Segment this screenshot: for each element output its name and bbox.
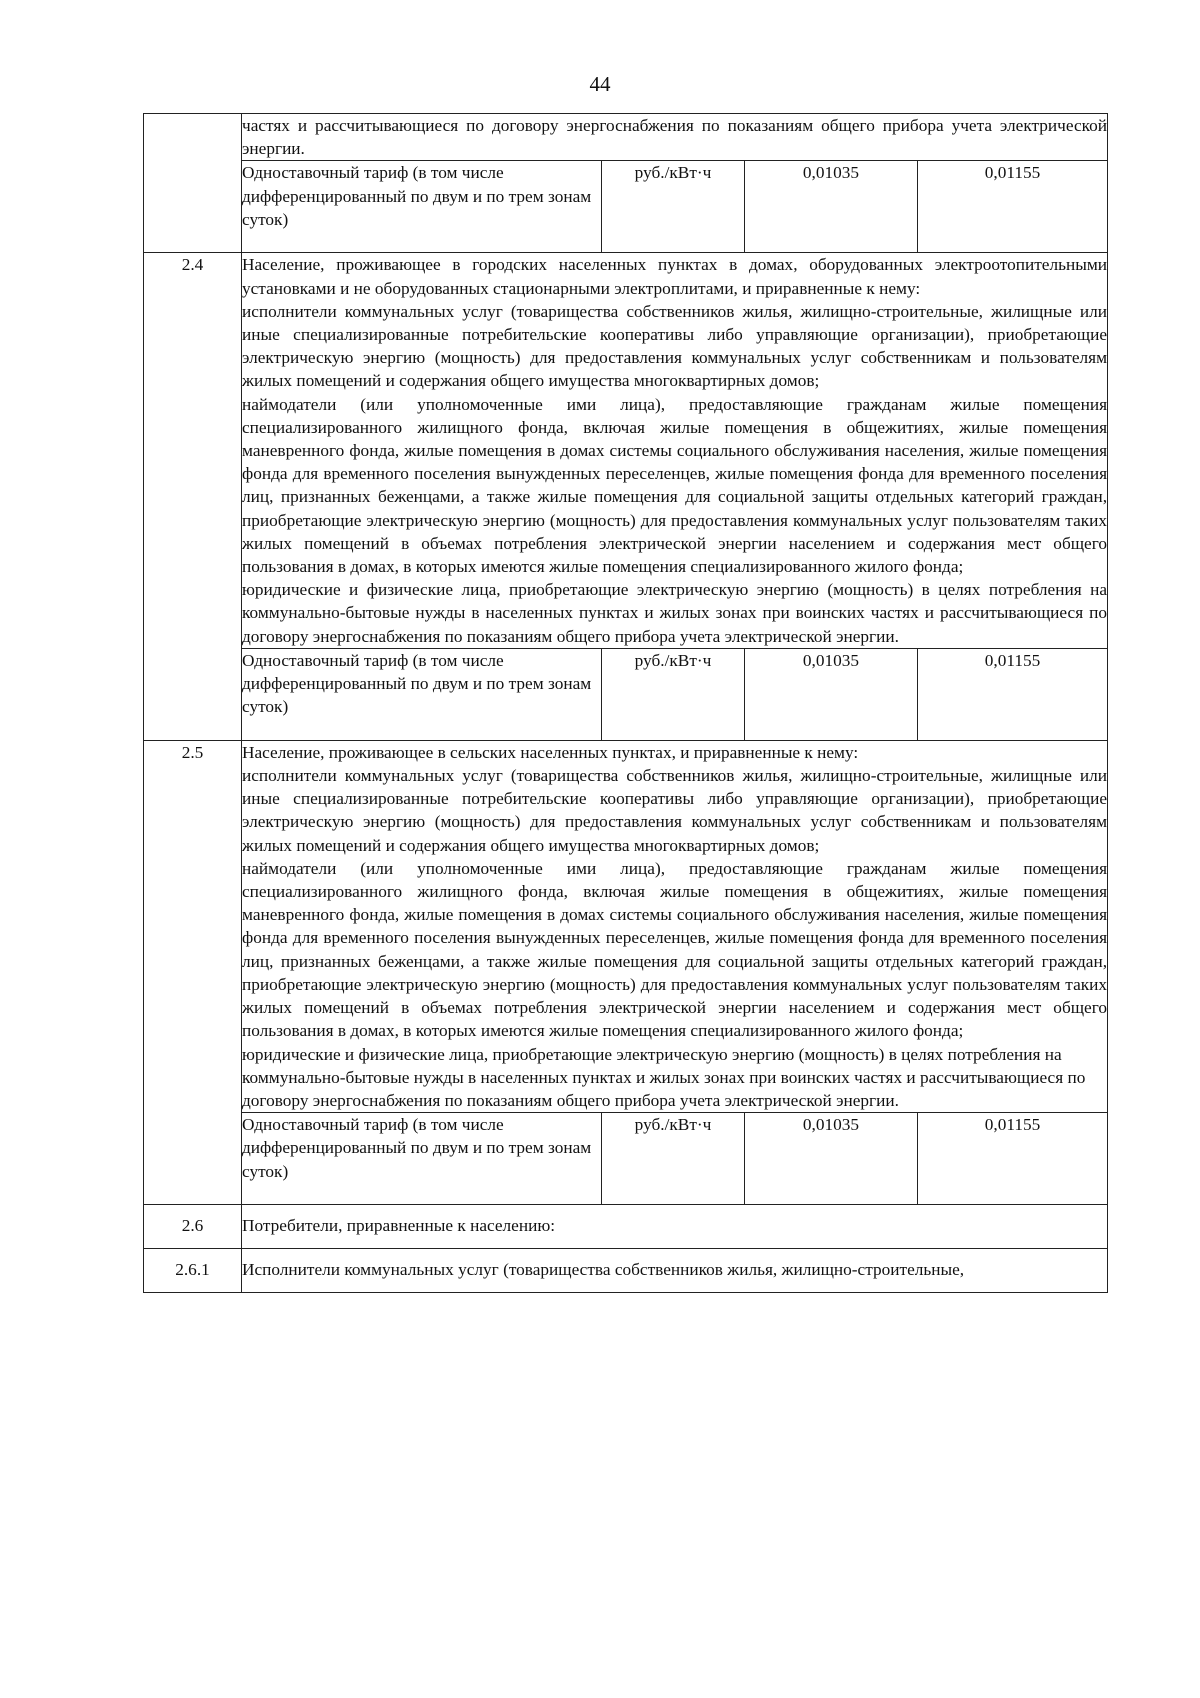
- tariff-value-second-half: 0,01155: [918, 1113, 1108, 1205]
- table-row: [144, 740, 1108, 1112]
- tariff-value-first-half: 0,01035: [745, 648, 918, 740]
- page-number: 44: [589, 72, 611, 96]
- description-paragraph: Исполнители коммунальных услуг (товарищества собственников жилья, жилищно-строительные,: [242, 1260, 965, 1280]
- row-number: 2.5: [144, 740, 242, 1204]
- description-paragraph: Население, проживающее в сельских населенных пунктах, и приравненные к нему:: [242, 742, 859, 762]
- row-number: 2.6: [144, 1205, 242, 1249]
- tariff-row: [144, 648, 1108, 740]
- tariff-value-first-half: 0,01035: [745, 1113, 918, 1205]
- row-description: [242, 740, 1108, 1112]
- table-row: [144, 1205, 1108, 1249]
- table-row: [144, 114, 1108, 161]
- row-description: [242, 253, 1108, 648]
- row-number: [144, 114, 242, 253]
- tariff-label: Одноставочный тариф (в том числе дифференцированный по двум и по трем зонам суток): [242, 161, 602, 253]
- tariff-value-second-half: 0,01155: [918, 648, 1108, 740]
- tariff-label: Одноставочный тариф (в том числе дифференцированный по двум и по трем зонам суток): [242, 1113, 602, 1205]
- table-row: [144, 1249, 1108, 1293]
- row-description: [242, 1249, 1108, 1293]
- tariff-table: [143, 113, 1108, 1293]
- description-paragraph: исполнители коммунальных услуг (товарищества собственников жилья, жилищно-строительные, жилищные или иные специализированные потребительские кооперативы либо управляющие организации), приобретающие электрическую энергию (мощность) для предоставления коммунальных услуг собственникам и пользователям жилых помещений и содержания общего имущества многоквартирных домов;: [242, 301, 1108, 391]
- description-paragraph: юридические и физические лица, приобретающие электрическую энергию (мощность) в целях потребления на коммунально-бытовые нужды в населенных пунктах и жилых зонах при воинских частях и рассчитывающиеся по договору энергоснабжения по показаниям общего прибора учета электрической энергии.: [242, 580, 1108, 646]
- tariff-value-second-half: 0,01155: [918, 161, 1108, 253]
- row-description: [242, 114, 1108, 161]
- description-paragraph: юридические и физические лица, приобретающие электрическую энергию (мощность) в целях потребления на коммунально-бытовые нужды в населенных пунктах и жилых зонах при воинских частях и рассчитывающиеся по договору энергоснабжения по показаниям общего прибора учета электрической энергии.: [242, 1044, 1086, 1110]
- description-paragraph: частях и рассчитывающиеся по договору энергоснабжения по показаниям общего прибора учета электрической энергии.: [242, 116, 1108, 159]
- tariff-label: Одноставочный тариф (в том числе дифференцированный по двум и по трем зонам суток): [242, 648, 602, 740]
- table-row: [144, 253, 1108, 648]
- tariff-unit: руб./кВт·ч: [602, 1113, 745, 1205]
- row-number: 2.4: [144, 253, 242, 740]
- tariff-unit: руб./кВт·ч: [602, 161, 745, 253]
- description-paragraph: Население, проживающее в городских населенных пунктах в домах, оборудованных электроотопительными установками и не оборудованных стационарными электроплитами, и приравненные к нему:: [242, 255, 1108, 298]
- description-paragraph: наймодатели (или уполномоченные ими лица), предоставляющие гражданам жилые помещения специализированного жилищного фонда, включая жилые помещения в общежитиях, жилые помещения маневренного фонда, жилые помещения в домах системы социального обслуживания населения, жилые помещения фонда для временного поселения вынужденных переселенцев, жилые помещения фонда для временного поселения лиц, признанных беженцами, а также жилые помещения для социальной защиты отдельных категорий граждан, приобретающие электрическую энергию (мощность) для предоставления коммунальных услуг пользователям таких жилых помещений в объемах потребления электрической энергии населением и содержания мест общего пользования в домах, в которых имеются жилые помещения специализированного жилого фонда;: [242, 858, 1108, 1041]
- tariff-row: [144, 161, 1108, 253]
- row-number: 2.6.1: [144, 1249, 242, 1293]
- tariff-unit: руб./кВт·ч: [602, 648, 745, 740]
- description-paragraph: исполнители коммунальных услуг (товарищества собственников жилья, жилищно-строительные, жилищные или иные специализированные потребительские кооперативы либо управляющие организации), приобретающие электрическую энергию (мощность) для предоставления коммунальных услуг собственникам и пользователям жилых помещений и содержания общего имущества многоквартирных домов;: [242, 766, 1108, 855]
- row-description: [242, 1205, 1108, 1249]
- description-paragraph: Потребители, приравненные к населению:: [242, 1216, 556, 1236]
- description-paragraph: наймодатели (или уполномоченные ими лица), предоставляющие гражданам жилые помещения специализированного жилищного фонда, включая жилые помещения в общежитиях, жилые помещения маневренного фонда, жилые помещения в домах системы социального обслуживания населения, жилые помещения фонда для временного поселения вынужденных переселенцев, жилые помещения фонда для временного поселения лиц, признанных беженцами, а также жилые помещения для социальной защиты отдельных категорий граждан, приобретающие электрическую энергию (мощность) для предоставления коммунальных услуг пользователям таких жилых помещений в объемах потребления электрической энергии населением и содержания мест общего пользования в домах, в которых имеются жилые помещения специализированного жилого фонда;: [242, 394, 1108, 577]
- tariff-value-first-half: 0,01035: [745, 161, 918, 253]
- tariff-row: [144, 1113, 1108, 1205]
